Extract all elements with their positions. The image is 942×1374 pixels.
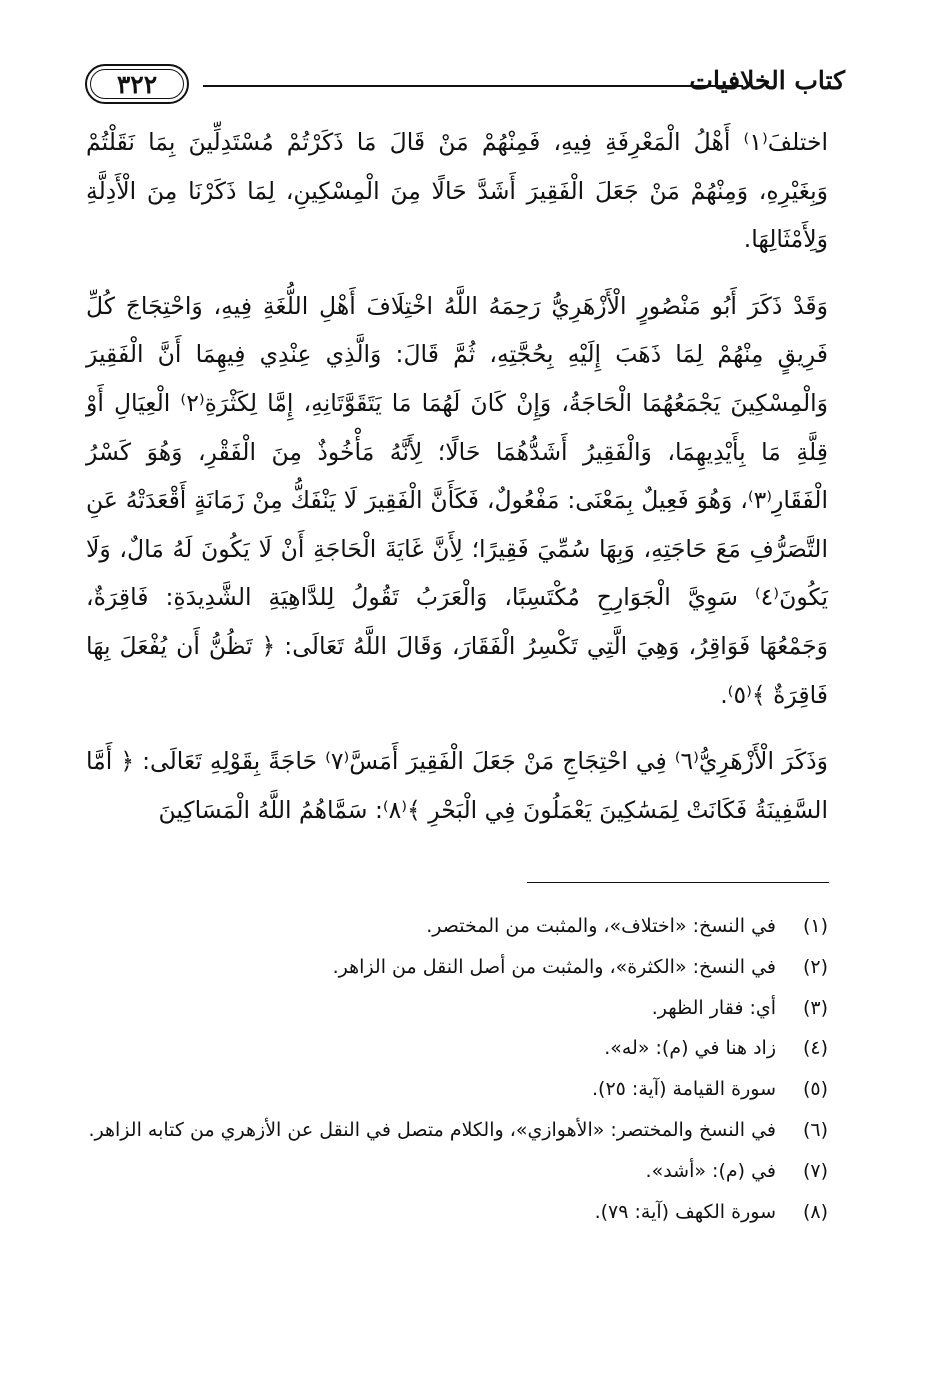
footnote-1 — [86, 906, 828, 947]
footnote-number: (٥) — [802, 1078, 828, 1101]
footnote-text: في النسخ: «الكثرة»، والمثبت من أصل النقل من الزاهر. — [332, 955, 776, 978]
footnote-4 — [86, 1028, 828, 1069]
paragraph-2: وَقَدْ ذَكَرَ أَبُو مَنْصُورٍ الْأَزْهَرِيُّ رَحِمَهُ اللَّهُ اخْتِلَافَ أَهْلِ اللُّغَةِ فِيهِ، وَاحْتِجَاجَ كُلِّ فَرِيقٍ مِنْهُمْ لِمَا ذَهَبَ إِلَيْهِ بِحُجَّتِهِ، ثُمَّ قَالَ: وَالَّذِي عِنْدِي فِيهِمَا أَنَّ الْفَقِيرَ وَالْمِسْكِينَ يَجْمَعُهُمَا الْحَاجَةُ، وَإِنْ كَانَ لَهُمَا مَا يَتَقَوَّتَانِهِ، إِمَّا لِكَثْرَةِ⁽٢⁾ الْعِيَالِ أَوْ قِلَّةِ مَا بِأَيْدِيهِمَا، وَالْفَقِيرُ أَشَدُّهُمَا حَالًا؛ لِأَنَّهُ مَأْخُوذٌ مِنَ الْفَقْرِ، وَهُوَ كَسْرُ الْفَقَارِ⁽٣⁾، وَهُوَ فَعِيلٌ بِمَعْنَى: مَفْعُولٌ، فَكَأَنَّ الْفَقِيرَ لَا يَنْفَكُّ مِنْ زَمَانَةٍ أَقْعَدَتْهُ عَنِ التَّصَرُّفِ مَعَ حَاجَتِهِ، وَبِهَا سُمِّيَ فَقِيرًا؛ لِأَنَّ غَايَةَ الْحَاجَةِ أَنْ لَا يَكُونَ لَهُ مَالٌ، وَلَا يَكُونَ⁽٤⁾ سَوِيَّ الْجَوَارِحِ مُكْتَسِبًا، وَالْعَرَبُ تَقُولُ لِلدَّاهِيَةِ الشَّدِيدَةِ: فَاقِرَةٌ، وَجَمْعُهَا فَوَاقِرُ، وَهِيَ الَّتِي تَكْسِرُ الْفَقَارَ، وَقَالَ اللَّهُ تَعَالَى: ﴿ تَظُنُّ أَن يُفْعَلَ بِهَا فَاقِرَةٌ ﴾⁽٥⁾. — [86, 291, 828, 709]
page-header — [85, 62, 845, 110]
book-title: كتاب الخلافيات — [689, 66, 845, 95]
footnote-text: سورة الكهف (آية: ٧٩). — [594, 1200, 776, 1223]
paragraph-1: اختلفَ⁽١⁾ أَهْلُ الْمَعْرِفَةِ فِيهِ، فَمِنْهُمْ مَنْ قَالَ مَا ذَكَرْتُمْ مُسْتَدِلِّينَ بِمَا نَقَلْتُمْ وَبِغَيْرِهِ، وَمِنْهُمْ مَنْ جَعَلَ الْفَقِيرَ أَشَدَّ حَالًا مِنَ الْمِسْكِينِ، لِمَا ذَكَرْنَا مِنَ الْأَدِلَّةِ وَلِأَمْثَالِهَا. — [86, 128, 828, 254]
footnote-text: أي: فقار الظهر. — [651, 996, 776, 1019]
paragraph-3: وَذَكَرَ الْأَزْهَرِيُّ⁽٦⁾ فِي احْتِجَاجِ مَنْ جَعَلَ الْفَقِيرَ أَمَسَّ⁽٧⁾ حَاجَةً بِقَوْلِهِ تَعَالَى: ﴿ أَمَّا السَّفِينَةُ فَكَانَتْ لِمَسَٰكِينَ يَعْمَلُونَ فِي الْبَحْرِ ﴾⁽٨⁾: سَمَّاهُمُ اللَّهُ الْمَسَاكِينَ — [86, 747, 828, 824]
footnotes — [86, 906, 828, 1232]
footnote-text: زاد هنا في (م): «له». — [604, 1037, 776, 1060]
footnote-text: سورة القيامة (آية: ٢٥). — [592, 1078, 776, 1101]
footnote-number: (١) — [802, 915, 828, 937]
footnote-6 — [86, 1110, 828, 1151]
footnote-number: (٤) — [802, 1037, 828, 1060]
footnote-text: في النسخ والمختصر: «الأهوازي»، والكلام متصل في النقل عن الأزهري من كتابه الزاهر. — [88, 1118, 776, 1141]
footnote-number: (٦) — [802, 1118, 828, 1141]
main-text — [86, 118, 828, 834]
footnote-number: (٨) — [802, 1200, 828, 1223]
footnote-number: (٣) — [802, 996, 828, 1019]
footnote-text: في (م): «أشد». — [645, 1159, 776, 1182]
footnote-7 — [86, 1151, 828, 1192]
header-divider — [203, 85, 743, 87]
page-number: ٣٢٢ — [116, 69, 158, 99]
footnote-2 — [86, 947, 828, 988]
footnote-8 — [86, 1192, 828, 1233]
footnote-divider — [527, 882, 829, 883]
footnote-5 — [86, 1069, 828, 1110]
page-number-badge — [85, 64, 189, 104]
footnote-3 — [86, 988, 828, 1029]
footnote-text: في النسخ: «اختلاف»، والمثبت من المختصر. — [426, 915, 776, 937]
footnote-number: (٧) — [802, 1159, 828, 1182]
footnote-number: (٢) — [802, 955, 828, 978]
